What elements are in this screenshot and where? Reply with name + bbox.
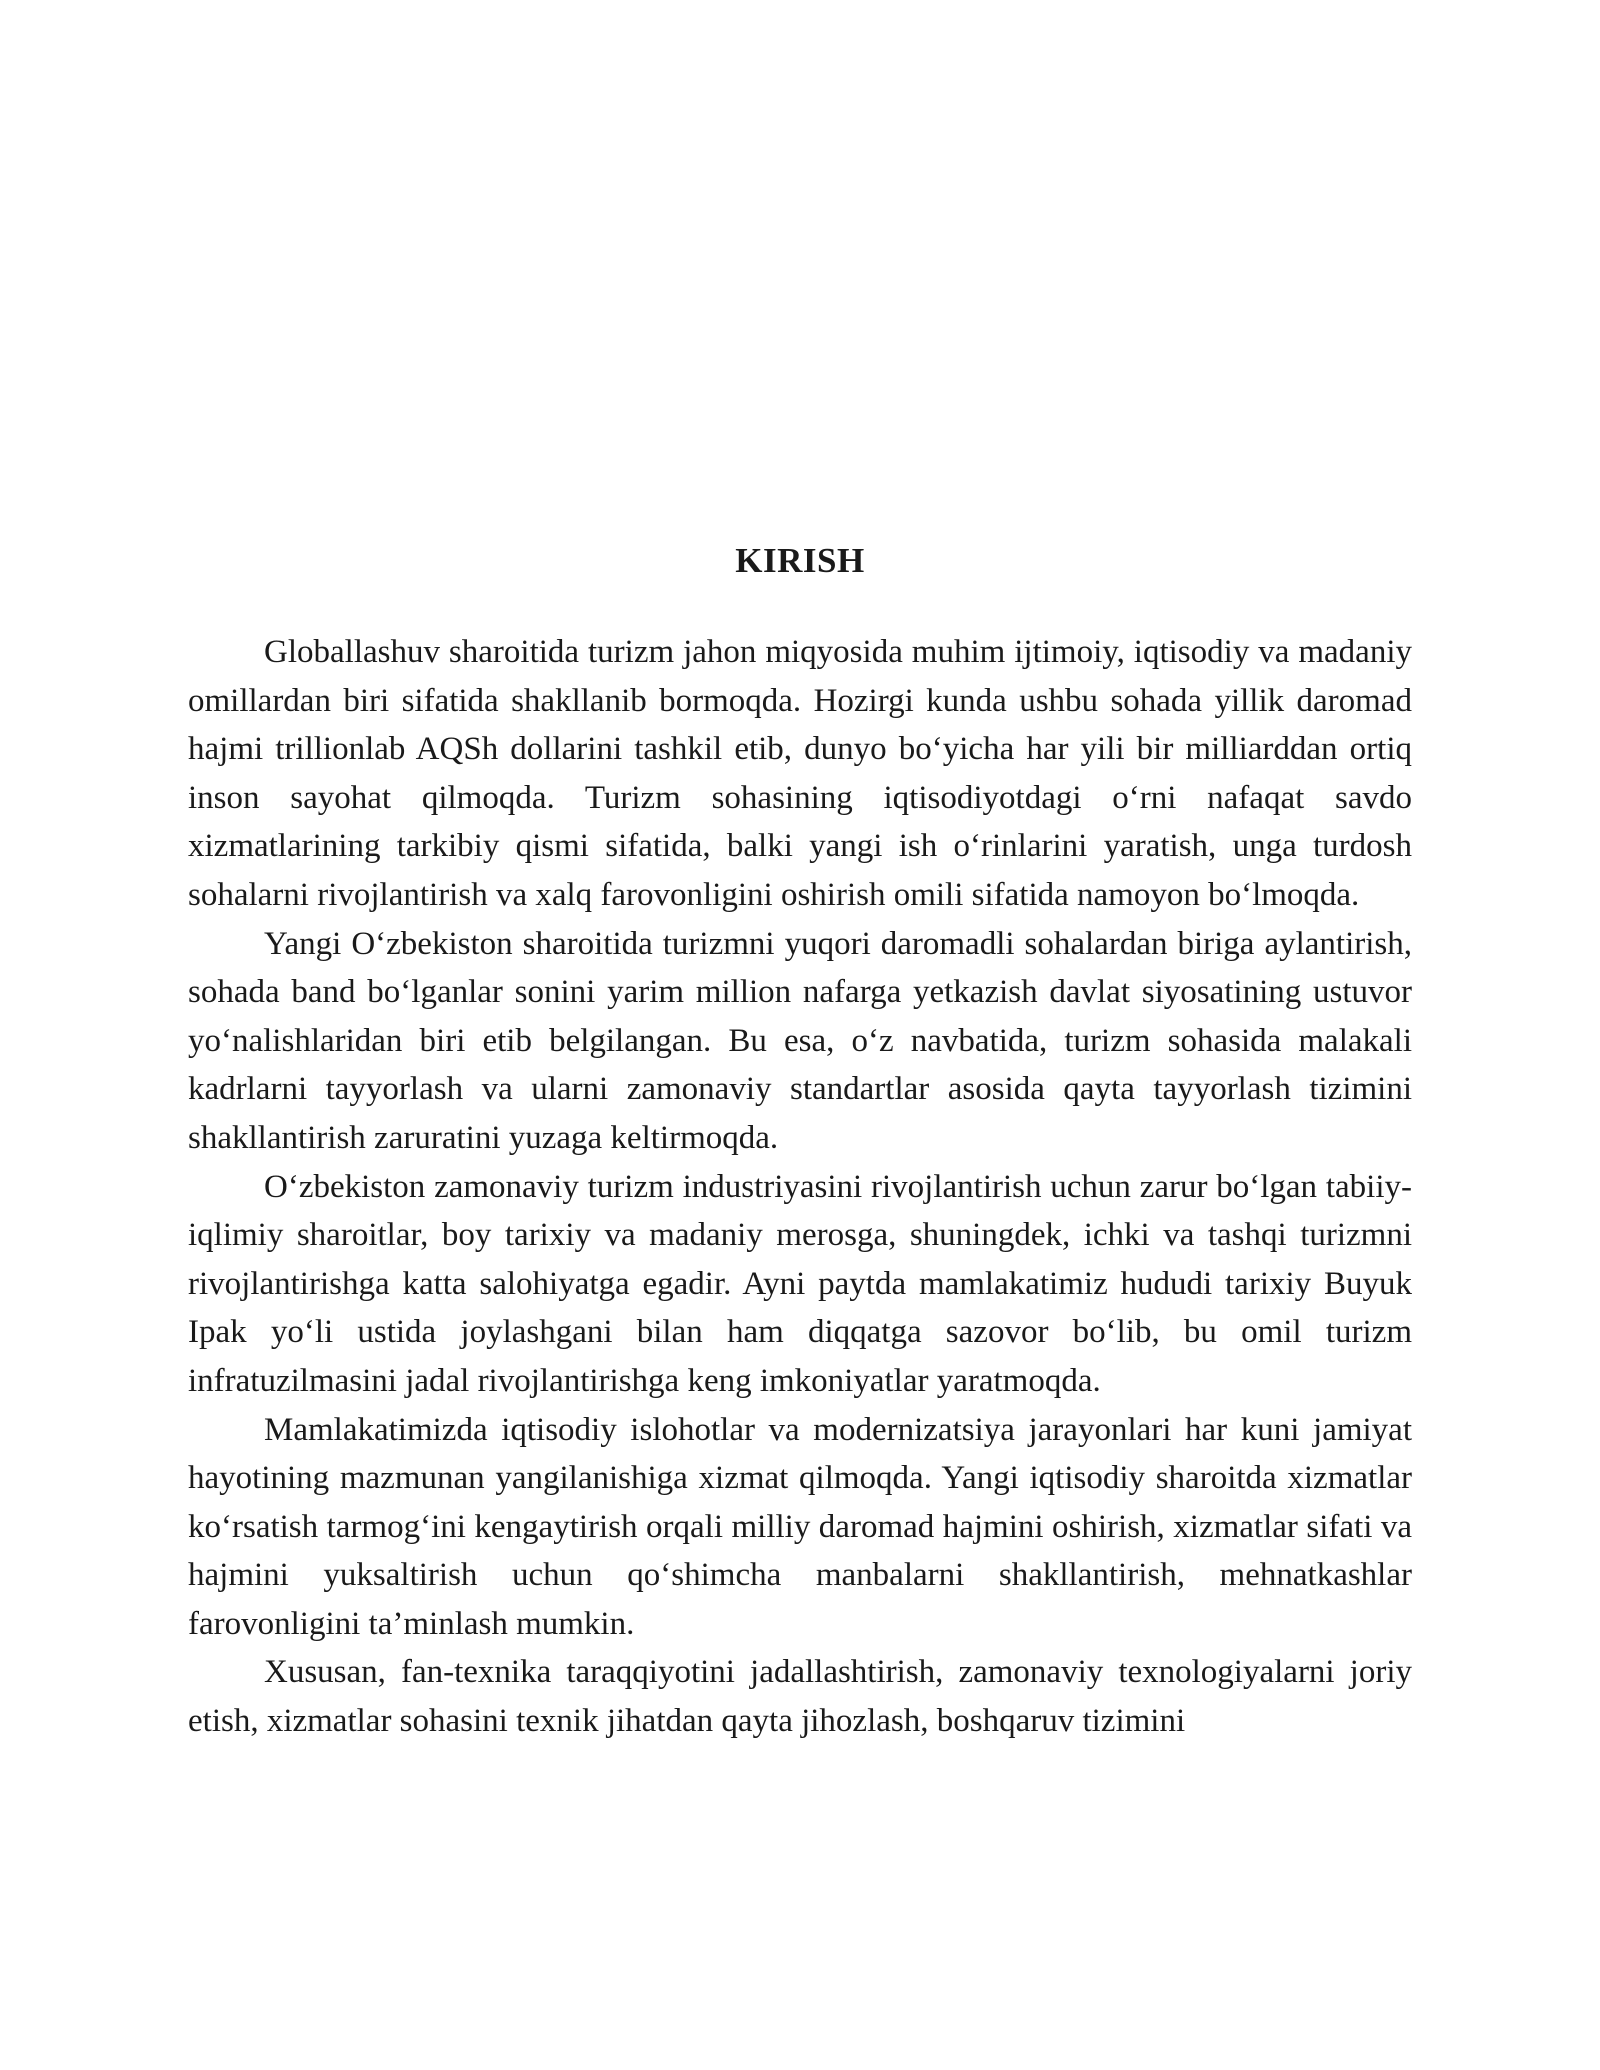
paragraph: Yangi O‘zbekiston sharoitida turizmni yuqori daromadli sohalardan biriga aylantirish, sohada band bo‘lganlar sonini yarim million nafarga yetkazish davlat siyosatining ustuvor yo‘nalishlaridan biri etib belgilangan. Bu esa, o‘z navbatida, turizm sohasida malakali kadrlarni tayyorlash va ularni zamonaviy standartlar asosida qayta tayyorlash tizimini shakllantirish zaruratini yuzaga keltirmoqda. bbox=[188, 925, 1412, 1156]
paragraph: Globallashuv sharoitida turizm jahon miqyosida muhim ijtimoiy, iqtisodiy va madaniy omillardan biri sifatida shakllanib bormoqda. Hozirgi kunda ushbu sohada yillik daromad hajmi trillionlab AQSh dollarini tashkil etib, dunyo bo‘yicha har yili bir milliarddan ortiq inson sayohat qilmoqda. Turizm sohasining iqtisodiyotdagi o‘rni nafaqat savdo xizmatlarining tarkibiy qismi sifatida, balki yangi ish o‘rinlarini yaratish, unga turdosh sohalarni rivojlantirish va xalq farovonligini oshirish omili sifatida namoyon bo‘lmoqda. bbox=[188, 634, 1412, 913]
paragraph: O‘zbekiston zamonaviy turizm industriyasini rivojlantirish uchun zarur bo‘lgan tabiiy-iqlimiy sharoitlar, boy tarixiy va madaniy merosga, shuningdek, ichki va tashqi turizmni rivojlantirishga katta salohiyatga egadir. Ayni paytda mamlakatimiz hududi tarixiy Buyuk Ipak yo‘li ustida joylashgani bilan ham diqqatga sazovor bo‘lib, bu omil turizm infratuzilmasini jadal rivojlantirishga keng imkoniyatlar yaratmoqda. bbox=[188, 1168, 1412, 1399]
paragraph: Mamlakatimizda iqtisodiy islohotlar va modernizatsiya jarayonlari har kuni jamiyat hayotining mazmunan yangilanishiga xizmat qilmoqda. Yangi iqtisodiy sharoitda xizmatlar ko‘rsatish tarmog‘ini kengaytirish orqali milliy daromad hajmini oshirish, xizmatlar sifati va hajmini yuksaltirish uchun qo‘shimcha manbalarni shakllantirish, mehnatkashlar farovonligini ta’minlash mumkin. bbox=[188, 1411, 1412, 1642]
paragraph: Xususan, fan-texnika taraqqiyotini jadallashtirish, zamonaviy texnologiyalarni joriy etish, xizmatlar sohasini texnik jihatdan qayta jihozlash, boshqaruv tizimini bbox=[188, 1654, 1412, 1740]
body-text bbox=[188, 628, 1412, 1746]
section-heading: KIRISH bbox=[735, 541, 865, 580]
